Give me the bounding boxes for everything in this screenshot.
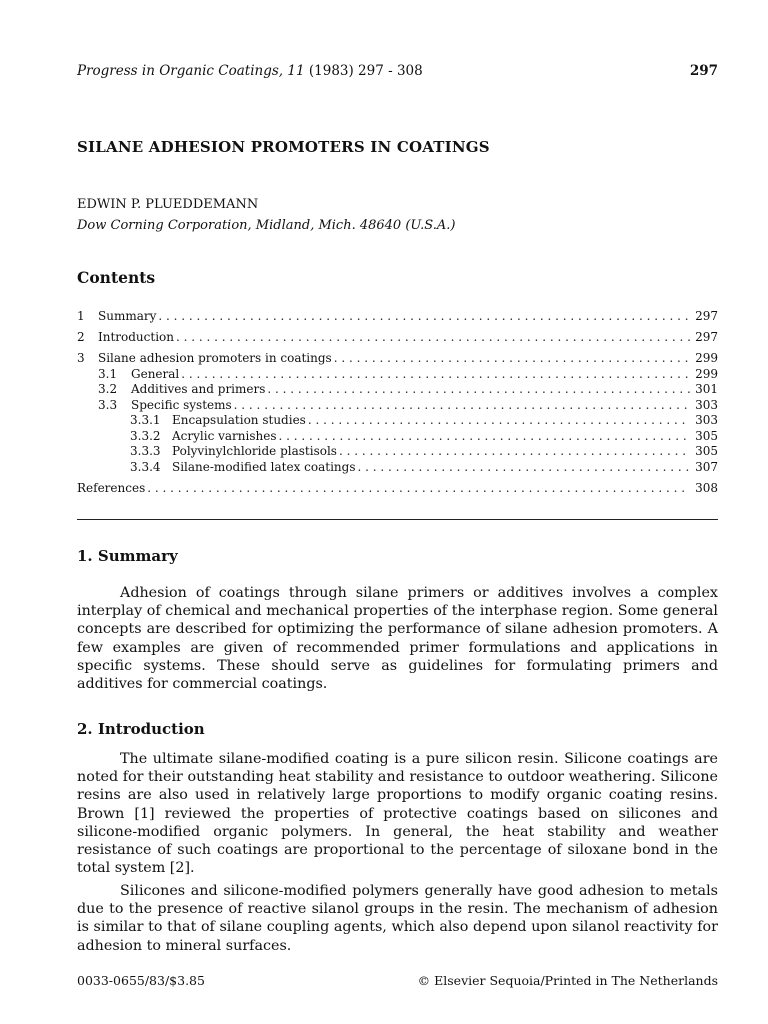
toc-entry-title: Silane adhesion promoters in coatings (98, 351, 332, 365)
introduction-heading: 2. Introduction (77, 720, 205, 738)
toc-leader-dots (174, 330, 690, 346)
toc-entry-page: 297 (695, 309, 718, 323)
toc-entry-title: Silane-modified latex coatings (172, 459, 356, 474)
toc-leader-dots (156, 309, 690, 325)
toc-entry-number: 3.3.3 (130, 444, 161, 458)
toc-entry (77, 481, 718, 497)
toc-entry (77, 382, 718, 398)
toc-entry (77, 460, 718, 476)
summary-paragraph: Adhesion of coatings through silane primers or additives involves a complex interplay of chemical and mechanical properties of the interphase region. Some general concepts are described for optimizing the performance of silane adhesion promoters. A few examples are given of recommended primer formulations and applications in specific systems. These should serve as guidelines for formulating primers and additives for commercial coatings. (77, 585, 718, 693)
toc-entry-title: Additives and primers (131, 382, 266, 396)
toc-leader-dots (337, 444, 690, 460)
toc-entry-page: 301 (695, 382, 718, 396)
toc-entry-title: Polyvinylchloride plastisols (172, 444, 337, 458)
toc-entry-number: 3.3 (98, 397, 118, 412)
introduction-paragraph-1: The ultimate silane-modified coating is a pure silicon resin. Silicone coatings are noted for their outstanding heat stability and resistance to outdoor weathering. Silicone resins are also used in relatively large proportions to modify organic coating resins. Brown [1] reviewed the properties of protective coatings based on silicones and silicone-modified organic polymers. In general, the heat stability and weather resistance of such coatings are proportional to the percentage of siloxane bond in the total system [2]. (77, 751, 718, 877)
toc-entry-page: 308 (695, 480, 718, 495)
article-title: SILANE ADHESION PROMOTERS IN COATINGS (77, 138, 490, 156)
toc-entry-page: 303 (695, 397, 718, 412)
toc-leader-dots (145, 481, 690, 497)
toc-entry-title: Encapsulation studies (172, 413, 306, 427)
toc-entry-title: Summary (98, 309, 157, 323)
toc-entry-number: 3.3.1 (130, 413, 161, 427)
toc-entry (77, 330, 718, 346)
issn-price: 0033-0655/83/$3.85 (77, 973, 205, 988)
page-footer (77, 973, 718, 991)
toc-entry-number: 3.1 (98, 366, 118, 381)
toc-entry-page: 299 (695, 351, 718, 365)
toc-entry (77, 309, 718, 325)
toc-leader-dots (332, 351, 690, 367)
table-of-contents (77, 309, 718, 496)
toc-entry-number: 3.3.4 (130, 459, 161, 474)
author-name: EDWIN P. PLUEDDEMANN (77, 197, 259, 212)
toc-leader-dots (306, 413, 690, 429)
toc-leader-dots (277, 429, 691, 445)
toc-entry-page: 297 (695, 330, 718, 344)
toc-entry-title: Acrylic varnishes (172, 428, 277, 443)
toc-entry (77, 413, 718, 429)
toc-leader-dots (265, 382, 690, 398)
running-header (77, 63, 718, 83)
toc-entry-title: References (77, 480, 146, 495)
author-affiliation: Dow Corning Corporation, Midland, Mich. 48640 (U.S.A.) (77, 218, 456, 233)
toc-leader-dots (232, 398, 690, 414)
toc-entry (77, 351, 718, 367)
toc-leader-dots (179, 367, 690, 383)
toc-entry-number: 3.2 (98, 382, 118, 396)
toc-entry (77, 444, 718, 460)
toc-entry-page: 305 (695, 428, 718, 443)
toc-entry-number: 1 (77, 309, 85, 323)
toc-entry-number: 2 (77, 330, 85, 344)
toc-entry-title: General (131, 366, 180, 381)
toc-leader-dots (356, 460, 691, 476)
toc-entry-page: 299 (695, 366, 718, 381)
toc-entry-page: 305 (695, 444, 718, 458)
journal-citation: Progress in Organic Coatings, 11 (1983) 297 - 308 (77, 63, 423, 79)
introduction-paragraph-2: Silicones and silicone-modified polymers generally have good adhesion to metals due to the presence of reactive silanol groups in the resin. The mechanism of adhesion is similar to that of silane coupling agents, which also depend upon silanol reactivity for adhesion to mineral surfaces. (77, 883, 718, 954)
toc-entry-number: 3.3.2 (130, 428, 161, 443)
toc-entry-number: 3 (77, 351, 85, 365)
section-divider (77, 519, 718, 520)
toc-entry (77, 398, 718, 414)
contents-heading: Contents (77, 268, 156, 287)
summary-heading: 1. Summary (77, 547, 178, 565)
toc-entry-page: 307 (695, 459, 718, 474)
copyright-notice: © Elsevier Sequoia/Printed in The Netherlands (417, 973, 718, 988)
toc-entry (77, 429, 718, 445)
toc-entry (77, 367, 718, 383)
page-number: 297 (689, 63, 718, 79)
toc-entry-title: Specific systems (131, 397, 232, 412)
toc-entry-page: 303 (695, 413, 718, 427)
toc-entry-title: Introduction (98, 330, 174, 344)
